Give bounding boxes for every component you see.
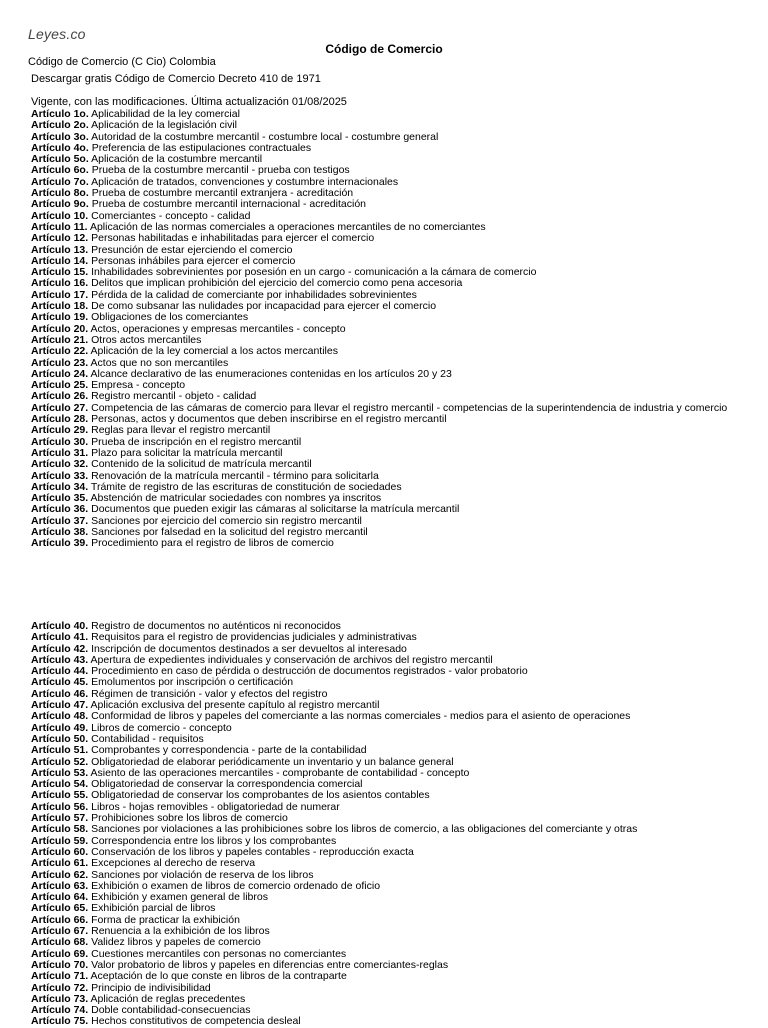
article-number: Artículo 37.	[31, 514, 89, 527]
article-number: Artículo 8o.	[31, 187, 89, 200]
article-number: Artículo 4o.	[31, 141, 89, 154]
article-number: Artículo 67.	[31, 925, 89, 938]
article-number: Artículo 75.	[31, 1015, 89, 1028]
article-title: Renovación de la matrícula mercantil - término para solicitarla	[91, 469, 379, 482]
article-title: Doble contabilidad-consecuencias	[91, 1004, 251, 1017]
article-title: Personas inhábiles para ejercer el comercio	[91, 254, 296, 267]
article-title: Inscripción de documentos destinados a ser devueltos al interesado	[91, 642, 407, 655]
article-number: Artículo 2o.	[31, 119, 89, 132]
article-number: Artículo 51.	[31, 744, 89, 757]
article-title: Libros de comercio - concepto	[91, 721, 232, 734]
article-title: Pérdida de la calidad de comerciante por inhabilidades sobrevinientes	[91, 288, 417, 301]
article-title: Obligatoriedad de elaborar periódicamente un inventario y un balance general	[91, 755, 454, 768]
article-number: Artículo 29.	[31, 424, 89, 437]
article-title: Delitos que implican prohibición del ejercicio del comercio como pena accesoria	[91, 277, 463, 290]
article-number: Artículo 35.	[31, 492, 89, 505]
article-number: Artículo 13.	[31, 243, 89, 256]
article-title: Abstención de matricular sociedades con nombres ya inscritos	[90, 492, 382, 505]
article-number: Artículo 15.	[31, 266, 89, 279]
article-number: Artículo 34.	[31, 480, 89, 493]
article-title: Procedimiento para el registro de libros de comercio	[91, 537, 334, 550]
article-number: Artículo 21.	[31, 333, 89, 346]
article-title: Valor probatorio de libros y papeles en diferencias entre comerciantes-reglas	[91, 958, 449, 971]
article-title: Comerciantes - concepto - calidad	[91, 209, 251, 222]
article-number: Artículo 17.	[31, 288, 89, 301]
article-title: Correspondencia entre los libros y los comprobantes	[91, 834, 337, 847]
article-number: Artículo 36.	[31, 503, 89, 516]
article-title: Aplicación de la costumbre mercantil	[91, 153, 263, 166]
article-number: Artículo 63.	[31, 879, 89, 892]
article-title: Contabilidad - requisitos	[91, 732, 204, 745]
article-number: Artículo 18.	[31, 300, 89, 313]
article-title: Trámite de registro de las escrituras de constitución de sociedades	[90, 480, 402, 493]
article-title: Sanciones por violaciones a las prohibiciones sobre los libros de comercio, a las obligaciones del comerciante y otras	[91, 823, 638, 836]
article-title: Obligatoriedad de conservar los comprobantes de los asientos contables	[91, 789, 430, 802]
article-title: Documentos que pueden exigir las cámaras al solicitarse la matrícula mercantil	[91, 503, 460, 516]
article-number: Artículo 49.	[31, 721, 89, 734]
article-number: Artículo 41.	[31, 631, 89, 644]
article-number: Artículo 54.	[31, 778, 89, 791]
article-number: Artículo 39.	[31, 537, 89, 550]
article-number: Artículo 1o.	[31, 108, 89, 120]
article-title: Personas, actos y documentos que deben inscribirse en el registro mercantil	[91, 413, 447, 426]
article-number: Artículo 20.	[31, 322, 89, 335]
article-title: Forma de practicar la exhibición	[91, 913, 240, 926]
status-text: Vigente, con las modificaciones. Última actualización 01/08/2025	[31, 96, 347, 108]
article-number: Artículo 10.	[31, 209, 89, 222]
document-title: Código de Comercio	[325, 42, 443, 56]
article-number: Artículo 7o.	[31, 175, 89, 188]
article-title: Otros actos mercantiles	[91, 333, 202, 346]
article-number: Artículo 68.	[31, 936, 89, 949]
article-title: Asiento de las operaciones mercantiles - comprobante de contabilidad - concepto	[90, 766, 470, 779]
article-title: Prohibiciones sobre los libros de comercio	[91, 812, 288, 825]
article-title: Exhibición parcial de libros	[91, 902, 216, 915]
article-number: Artículo 40.	[31, 620, 89, 632]
article-item[interactable]	[31, 1016, 740, 1027]
article-number: Artículo 3o.	[31, 130, 89, 143]
article-title: Registro mercantil - objeto - calidad	[91, 390, 257, 403]
article-title: De como subsanar las nulidades por incapacidad para ejercer el comercio	[91, 300, 437, 313]
article-number: Artículo 14.	[31, 254, 89, 267]
article-title: Preferencia de las estipulaciones contractuales	[91, 141, 312, 154]
article-number: Artículo 74.	[31, 1004, 89, 1017]
article-number: Artículo 30.	[31, 435, 89, 448]
article-title: Renuencia a la exhibición de los libros	[91, 925, 270, 938]
article-number: Artículo 25.	[31, 379, 89, 392]
article-title: Autoridad de la costumbre mercantil - costumbre local - costumbre general	[91, 130, 439, 143]
article-number: Artículo 46.	[31, 687, 89, 700]
article-number: Artículo 26.	[31, 390, 89, 403]
article-title: Conservación de los libros y papeles contables - reproducción exacta	[91, 845, 414, 858]
article-number: Artículo 28.	[31, 413, 89, 426]
article-number: Artículo 12.	[31, 232, 89, 245]
article-title: Prueba de costumbre mercantil internacional - acreditación	[91, 198, 366, 211]
article-title: Empresa - concepto	[91, 379, 186, 392]
article-title: Competencia de las cámaras de comercio para llevar el registro mercantil - competencias de la superintendencia de industria y comercio	[91, 401, 728, 414]
article-title: Sanciones por falsedad en la solicitud del registro mercantil	[91, 525, 368, 538]
article-title: Aplicación de las normas comerciales a operaciones mercantiles de no comerciantes	[89, 220, 486, 233]
article-title: Actos que no son mercantiles	[90, 356, 229, 369]
article-title: Validez libros y papeles de comercio	[91, 936, 261, 949]
article-title: Aplicación de la legislación civil	[91, 119, 238, 132]
article-number: Artículo 62.	[31, 868, 89, 881]
article-title: Obligaciones de los comerciantes	[91, 311, 249, 324]
article-number: Artículo 55.	[31, 789, 89, 802]
article-title: Apertura de expedientes individuales y conservación de archivos del registro mercantil	[90, 653, 493, 666]
article-title: Excepciones al derecho de reserva	[91, 857, 256, 870]
article-number: Artículo 61.	[31, 857, 89, 870]
article-number: Artículo 72.	[31, 981, 89, 994]
article-number: Artículo 56.	[31, 800, 89, 813]
article-number: Artículo 59.	[31, 834, 89, 847]
article-number: Artículo 43.	[31, 653, 89, 666]
article-number: Artículo 58.	[31, 823, 89, 836]
article-title: Exhibición o examen de libros de comercio ordenado de oficio	[91, 879, 381, 892]
article-number: Artículo 5o.	[31, 153, 89, 166]
article-title: Prueba de la costumbre mercantil - prueba con testigos	[91, 164, 350, 177]
article-title: Alcance declarativo de las enumeraciones contenidas en los artículos 20 y 23	[90, 367, 452, 380]
article-title: Aplicabilidad de la ley comercial	[91, 108, 240, 120]
article-title: Exhibición y examen general de libros	[91, 891, 268, 904]
article-title: Plazo para solicitar la matrícula mercantil	[91, 446, 283, 459]
article-number: Artículo 44.	[31, 665, 89, 678]
article-number: Artículo 53.	[31, 766, 89, 779]
article-number: Artículo 9o.	[31, 198, 89, 211]
article-number: Artículo 42.	[31, 642, 89, 655]
article-title: Sanciones por violación de reserva de los libros	[91, 868, 314, 881]
article-number: Artículo 52.	[31, 755, 89, 768]
article-title: Procedimiento en caso de pérdida o destrucción de documentos registrados - valor probatorio	[91, 665, 528, 678]
article-title: Presunción de estar ejerciendo el comercio	[91, 243, 293, 256]
article-title: Principio de indivisibilidad	[91, 981, 211, 994]
article-item[interactable]	[31, 538, 740, 549]
article-number: Artículo 11.	[31, 220, 88, 233]
article-title: Comprobantes y correspondencia - parte de la contabilidad	[91, 744, 367, 757]
article-title: Reglas para llevar el registro mercantil	[91, 424, 271, 437]
article-title: Requisitos para el registro de providencias judiciales y administrativas	[91, 631, 417, 644]
article-number: Artículo 47.	[31, 699, 89, 712]
article-number: Artículo 73.	[31, 992, 89, 1005]
article-list-part-2	[31, 621, 740, 1028]
article-title: Inhabilidades sobrevinientes por posesión en un cargo - comunicación a la cámara de comercio	[91, 266, 537, 279]
article-title: Aplicación de la ley comercial a los actos mercantiles	[90, 345, 338, 358]
article-number: Artículo 22.	[31, 345, 89, 358]
document-subtitle: Código de Comercio (C Cio) Colombia	[28, 56, 216, 68]
article-title: Emolumentos por inscripción o certificación	[91, 676, 294, 689]
article-title: Sanciones por ejercicio del comercio sin registro mercantil	[91, 514, 362, 527]
article-title: Obligatoriedad de conservar la correspondencia comercial	[91, 778, 363, 791]
article-number: Artículo 19.	[31, 311, 89, 324]
article-number: Artículo 57.	[31, 812, 89, 825]
article-number: Artículo 60.	[31, 845, 89, 858]
article-number: Artículo 33.	[31, 469, 89, 482]
article-number: Artículo 71.	[31, 970, 89, 983]
article-title: Aceptación de lo que conste en libros de la contraparte	[90, 970, 347, 983]
article-title: Conformidad de libros y papeles del comerciante a las normas comerciales - medios para el asiento de operaciones	[91, 710, 631, 723]
site-name[interactable]: Leyes.co	[28, 26, 86, 42]
article-number: Artículo 23.	[31, 356, 89, 369]
article-number: Artículo 64.	[31, 891, 89, 904]
article-title: Actos, operaciones y empresas mercantiles - concepto	[90, 322, 346, 335]
article-list-part-1	[31, 109, 740, 550]
article-title: Régimen de transición - valor y efectos del registro	[91, 687, 328, 700]
article-title: Hechos constitutivos de competencia desleal	[91, 1015, 301, 1028]
article-number: Artículo 70.	[31, 958, 89, 971]
article-title: Aplicación de reglas precedentes	[90, 992, 246, 1005]
article-title: Registro de documentos no auténticos ni reconocidos	[91, 620, 341, 632]
article-number: Artículo 38.	[31, 525, 89, 538]
article-number: Artículo 24.	[31, 367, 89, 380]
download-link[interactable]: Descargar gratis Código de Comercio Decreto 410 de 1971	[31, 73, 321, 85]
article-number: Artículo 48.	[31, 710, 89, 723]
article-title: Prueba de costumbre mercantil extranjera - acreditación	[91, 187, 354, 200]
article-title: Cuestiones mercantiles con personas no comerciantes	[91, 947, 347, 960]
article-title: Prueba de inscripción en el registro mercantil	[91, 435, 302, 448]
article-title: Libros - hojas removibles - obligatoriedad de numerar	[91, 800, 340, 813]
article-number: Artículo 32.	[31, 458, 89, 471]
article-title: Aplicación de tratados, convenciones y costumbre internacionales	[91, 175, 399, 188]
article-number: Artículo 27.	[31, 401, 89, 414]
article-number: Artículo 69.	[31, 947, 89, 960]
article-title: Personas habilitadas e inhabilitadas para ejercer el comercio	[91, 232, 375, 245]
article-number: Artículo 50.	[31, 732, 89, 745]
article-number: Artículo 66.	[31, 913, 89, 926]
article-title: Aplicación exclusiva del presente capítulo al registro mercantil	[90, 699, 380, 712]
article-number: Artículo 45.	[31, 676, 89, 689]
article-number: Artículo 16.	[31, 277, 89, 290]
article-number: Artículo 6o.	[31, 164, 89, 177]
article-number: Artículo 65.	[31, 902, 89, 915]
article-number: Artículo 31.	[31, 446, 89, 459]
article-title: Contenido de la solicitud de matrícula mercantil	[91, 458, 312, 471]
